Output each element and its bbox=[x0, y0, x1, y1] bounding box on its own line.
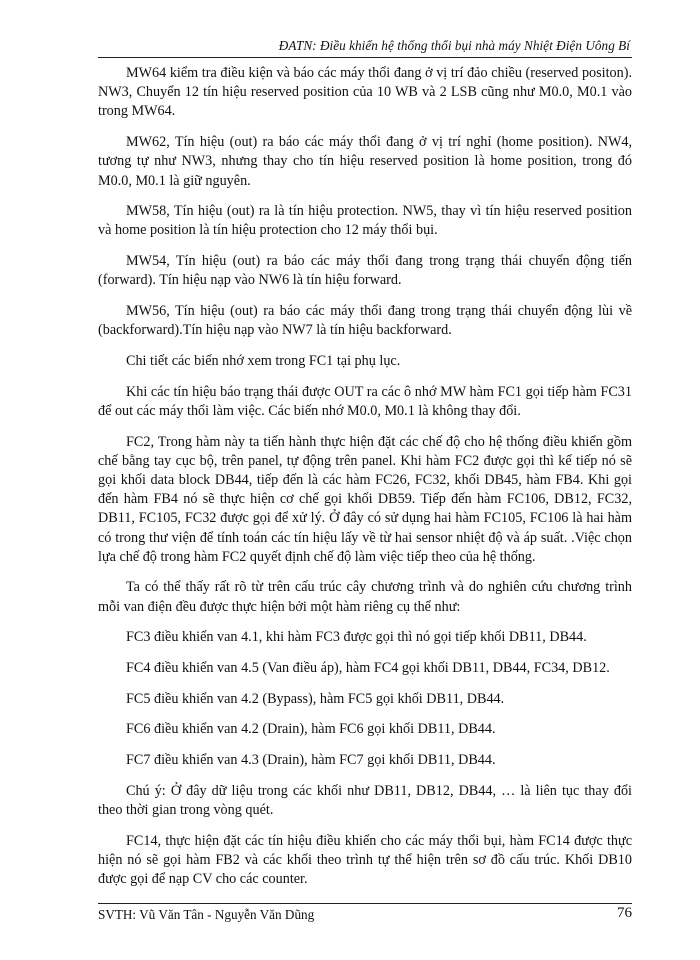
page-number: 76 bbox=[617, 905, 632, 921]
paragraph: Chi tiết các biến nhớ xem trong FC1 tại phụ lục. bbox=[126, 352, 401, 369]
paragraph: MW58, Tín hiệu (out) ra là tín hiệu protection. NW5, thay vì tín hiệu reserved position và home position là tín hiệu protection cho 12 máy thổi bụi. bbox=[98, 203, 632, 239]
body-text bbox=[98, 64, 632, 901]
paragraph: MW62, Tín hiệu (out) ra báo các máy thổi đang ở vị trí nghỉ (home position). NW4, tương tự như NW3, nhưng thay cho tín hiệu reserved position là home position, trong đó M0.0, M0.1 là giữ nguyên. bbox=[98, 134, 632, 189]
paragraph: FC2, Trong hàm này ta tiến hành thực hiện đặt các chế độ cho hệ thống điều khiển gồm chế bằng tay cục bộ, trên panel, tự động trên panel. Khi hàm FC2 được gọi thì kế tiếp nó sẽ gọi khối data block DB44, tiếp đến là các hàm FC26, FC32, khối DB45, hàm FB4. Khi gọi đến hàm FB4 nó sẽ thực hiện cơ chế gọi khối DB59. Tiếp đến hàm FC106, DB12, FC32, DB11, FC105, FC32 được gọi để xử lý. Ở đây có sử dụng hai hàm FC105, FC106 là hai hàm có trong thư viện để tính toán các tín hiệu lấy về từ hai sensor nhiệt độ và áp suất. .Việc chọn lựa chế độ trong hàm FC2 quyết định chế độ làm việc tiếp theo của hệ thống. bbox=[98, 433, 632, 565]
paragraph: FC7 điều khiển van 4.3 (Drain), hàm FC7 gọi khối DB11, DB44. bbox=[126, 752, 496, 769]
paragraph: FC5 điều khiển van 4.2 (Bypass), hàm FC5 gọi khối DB11, DB44. bbox=[126, 690, 505, 707]
paragraph: MW56, Tín hiệu (out) ra báo các máy thổi đang trong trạng thái chuyển động lùi về (backforward).Tín hiệu nạp vào NW7 là tín hiệu backforward. bbox=[98, 303, 632, 339]
header-divider bbox=[98, 57, 632, 58]
paragraph: Chú ý: Ở đây dữ liệu trong các khối như DB11, DB12, DB44, … là liên tục thay đổi theo thời gian trong vòng quét. bbox=[98, 782, 632, 819]
page-header: ĐATN: Điều khiển hệ thống thổi bụi nhà máy Nhiệt Điện Uông Bí bbox=[278, 38, 630, 53]
paragraph: MW64 kiểm tra điều kiện và báo các máy thổi đang ở vị trí đảo chiều (reserved positon). NW3, Chuyển 12 tín hiệu reserved position của 10 WB và 2 LSB cũng như M0.0, M0.1 vào trong MW64. bbox=[98, 65, 632, 120]
paragraph: FC14, thực hiện đặt các tín hiệu điều khiển cho các máy thổi bụi, hàm FC14 được thực hiện nó sẽ gọi hàm FB2 và các khối theo trình tự thể hiện trên sơ đồ cấu trúc. Khối DB10 được gọi để nạp CV cho các counter. bbox=[98, 832, 632, 888]
footer-author: SVTH: Vũ Văn Tân - Nguyễn Văn Dũng bbox=[98, 907, 315, 922]
paragraph: Ta có thể thấy rất rõ từ trên cấu trúc cây chương trình và do nghiên cứu chương trình mỗi van điện đều được thực hiện bởi một hàm riêng cụ thể như: bbox=[98, 579, 632, 615]
footer-divider bbox=[98, 903, 632, 904]
paragraph: FC6 điều khiển van 4.2 (Drain), hàm FC6 gọi khối DB11, DB44. bbox=[126, 721, 496, 738]
paragraph: MW54, Tín hiệu (out) ra báo các máy thổi đang trong trạng thái chuyển động tiến (forward). Tín hiệu nạp vào NW6 là tín hiệu forward. bbox=[98, 253, 632, 289]
paragraph: Khi các tín hiệu báo trạng thái được OUT ra các ô nhớ MW hàm FC1 gọi tiếp hàm FC31 để out các máy thổi làm việc. Các biến nhớ M0.0, M0.1 là không thay đổi. bbox=[98, 383, 632, 419]
paragraph: FC3 điều khiển van 4.1, khi hàm FC3 được gọi thì nó gọi tiếp khối DB11, DB44. bbox=[126, 629, 587, 646]
paragraph: FC4 điều khiển van 4.5 (Van điều áp), hàm FC4 gọi khối DB11, DB44, FC34, DB12. bbox=[126, 660, 610, 677]
